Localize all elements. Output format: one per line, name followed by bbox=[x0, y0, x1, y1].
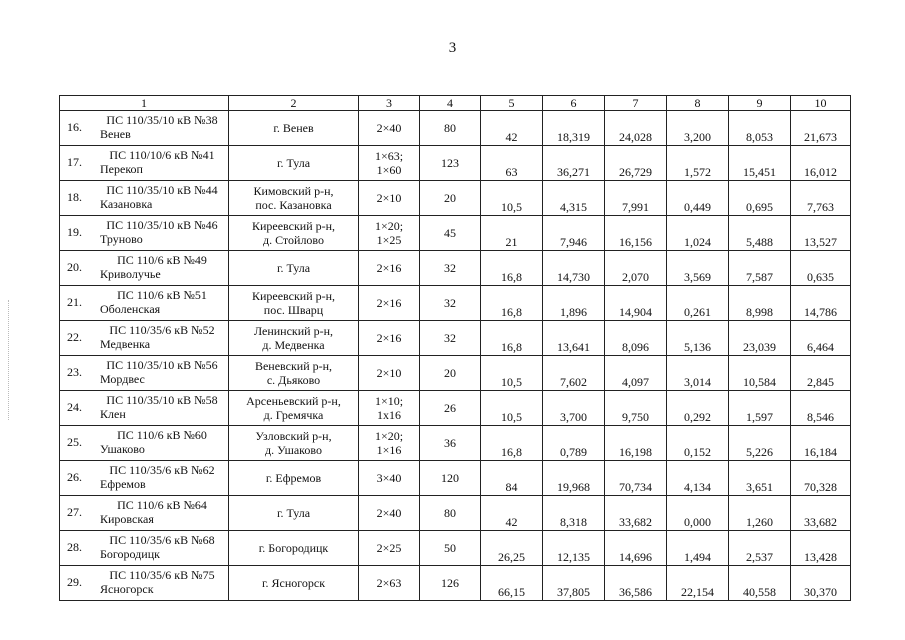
capacity-cell: 32 bbox=[420, 251, 481, 286]
transformer-cell bbox=[359, 146, 420, 181]
substation-title: Клен bbox=[100, 407, 126, 421]
transformer-cell bbox=[359, 216, 420, 251]
value-cell: 16,8 bbox=[481, 426, 543, 461]
row-number: 27. bbox=[67, 505, 82, 519]
location-line: г. Тула bbox=[276, 506, 311, 520]
value-cell: 16,8 bbox=[481, 321, 543, 356]
value-cell: 14,730 bbox=[543, 251, 605, 286]
value-cell: 18,319 bbox=[543, 111, 605, 146]
row-number: 20. bbox=[67, 260, 82, 274]
transformer-line: 1×63; bbox=[374, 149, 404, 163]
transformer-cell bbox=[359, 426, 420, 461]
table-row bbox=[60, 111, 851, 146]
value-cell: 84 bbox=[481, 461, 543, 496]
location-cell bbox=[229, 461, 359, 496]
table-row bbox=[60, 321, 851, 356]
capacity-cell: 26 bbox=[420, 391, 481, 426]
capacity-cell: 80 bbox=[420, 496, 481, 531]
substation-cell bbox=[60, 566, 229, 601]
substation-name: ПС 110/35/10 кВ №46 bbox=[106, 218, 218, 232]
value-cell: 2,537 bbox=[729, 531, 791, 566]
value-cell: 0,449 bbox=[667, 181, 729, 216]
value-cell: 13,527 bbox=[791, 216, 851, 251]
value-cell: 10,5 bbox=[481, 356, 543, 391]
row-number: 29. bbox=[67, 575, 82, 589]
value-cell: 3,700 bbox=[543, 391, 605, 426]
substation-title: Казановка bbox=[100, 197, 153, 211]
substation-cell bbox=[60, 111, 229, 146]
capacity-cell: 32 bbox=[420, 286, 481, 321]
value-cell: 1,896 bbox=[543, 286, 605, 321]
substation-cell bbox=[60, 426, 229, 461]
substation-name: ПС 110/6 кВ №60 bbox=[117, 428, 207, 442]
location-cell bbox=[229, 566, 359, 601]
location-line: д. Стойлово bbox=[262, 233, 325, 247]
capacity-cell: 20 bbox=[420, 356, 481, 391]
transformer-cell bbox=[359, 391, 420, 426]
value-cell: 3,014 bbox=[667, 356, 729, 391]
transformer-line: 1×10; bbox=[374, 394, 404, 408]
location-cell bbox=[229, 321, 359, 356]
substation-name: ПС 110/35/6 кВ №75 bbox=[109, 568, 215, 582]
value-cell: 42 bbox=[481, 496, 543, 531]
location-line: д. Ушаково bbox=[265, 443, 322, 457]
value-cell: 0,000 bbox=[667, 496, 729, 531]
substation-cell bbox=[60, 146, 229, 181]
substation-name: ПС 110/6 кВ №49 bbox=[117, 253, 207, 267]
table-row bbox=[60, 426, 851, 461]
value-cell: 21,673 bbox=[791, 111, 851, 146]
capacity-cell: 20 bbox=[420, 181, 481, 216]
substation-name: ПС 110/35/6 кВ №68 bbox=[109, 533, 215, 547]
value-cell: 1,572 bbox=[667, 146, 729, 181]
table-row bbox=[60, 391, 851, 426]
value-cell: 22,154 bbox=[667, 566, 729, 601]
value-cell: 63 bbox=[481, 146, 543, 181]
value-cell: 7,587 bbox=[729, 251, 791, 286]
substation-title: Кировская bbox=[100, 512, 154, 526]
page-number: 3 bbox=[448, 40, 457, 56]
row-number: 28. bbox=[67, 540, 82, 554]
substation-cell bbox=[60, 321, 229, 356]
value-cell: 8,318 bbox=[543, 496, 605, 531]
row-number: 26. bbox=[67, 470, 82, 484]
value-cell: 1,597 bbox=[729, 391, 791, 426]
value-cell: 6,464 bbox=[791, 321, 851, 356]
row-number: 25. bbox=[67, 435, 82, 449]
transformer-cell bbox=[359, 461, 420, 496]
transformer-cell bbox=[359, 566, 420, 601]
substation-name: ПС 110/35/10 кВ №58 bbox=[106, 393, 218, 407]
value-cell: 16,8 bbox=[481, 251, 543, 286]
transformer-cell bbox=[359, 496, 420, 531]
value-cell: 14,786 bbox=[791, 286, 851, 321]
header-cell: 6 bbox=[543, 96, 605, 111]
value-cell: 16,198 bbox=[605, 426, 667, 461]
table-row bbox=[60, 146, 851, 181]
value-cell: 16,184 bbox=[791, 426, 851, 461]
table-row bbox=[60, 496, 851, 531]
value-cell: 8,998 bbox=[729, 286, 791, 321]
substation-cell bbox=[60, 461, 229, 496]
value-cell: 10,5 bbox=[481, 391, 543, 426]
table-row bbox=[60, 216, 851, 251]
value-cell: 0,635 bbox=[791, 251, 851, 286]
value-cell: 5,488 bbox=[729, 216, 791, 251]
substation-name: ПС 110/6 кВ №64 bbox=[117, 498, 207, 512]
row-number: 16. bbox=[67, 120, 82, 134]
value-cell: 26,729 bbox=[605, 146, 667, 181]
location-cell bbox=[229, 286, 359, 321]
value-cell: 10,5 bbox=[481, 181, 543, 216]
transformer-line: 2×16 bbox=[376, 331, 402, 345]
value-cell: 16,012 bbox=[791, 146, 851, 181]
transformer-line: 2×10 bbox=[376, 191, 402, 205]
value-cell: 4,097 bbox=[605, 356, 667, 391]
transformer-line: 1x16 bbox=[377, 408, 401, 422]
value-cell: 14,904 bbox=[605, 286, 667, 321]
substation-title: Ушаково bbox=[100, 442, 145, 456]
transformer-cell bbox=[359, 531, 420, 566]
substation-cell bbox=[60, 391, 229, 426]
header-row bbox=[60, 96, 851, 111]
value-cell: 14,696 bbox=[605, 531, 667, 566]
value-cell: 42 bbox=[481, 111, 543, 146]
value-cell: 13,641 bbox=[543, 321, 605, 356]
substation-name: ПС 110/10/6 кВ №41 bbox=[109, 148, 215, 162]
value-cell: 24,028 bbox=[605, 111, 667, 146]
location-cell bbox=[229, 496, 359, 531]
location-line: г. Тула bbox=[276, 156, 311, 170]
location-line: д. Медвенка bbox=[262, 338, 325, 352]
header-cell: 8 bbox=[667, 96, 729, 111]
value-cell: 23,039 bbox=[729, 321, 791, 356]
value-cell: 7,991 bbox=[605, 181, 667, 216]
location-line: Киреевский р-н, bbox=[251, 219, 336, 233]
value-cell: 70,328 bbox=[791, 461, 851, 496]
value-cell: 0,261 bbox=[667, 286, 729, 321]
substation-title: Оболенская bbox=[100, 302, 161, 316]
substation-cell bbox=[60, 181, 229, 216]
value-cell: 8,096 bbox=[605, 321, 667, 356]
substation-cell bbox=[60, 496, 229, 531]
value-cell: 2,845 bbox=[791, 356, 851, 391]
substation-title: Перекоп bbox=[100, 162, 143, 176]
value-cell: 4,134 bbox=[667, 461, 729, 496]
location-cell bbox=[229, 181, 359, 216]
value-cell: 36,271 bbox=[543, 146, 605, 181]
row-number: 21. bbox=[67, 295, 82, 309]
location-line: пос. Казановка bbox=[255, 198, 332, 212]
capacity-cell: 36 bbox=[420, 426, 481, 461]
transformer-line: 1×60 bbox=[376, 163, 402, 177]
location-line: г. Ефремов bbox=[265, 471, 322, 485]
location-line: г. Богородицк bbox=[258, 541, 329, 555]
table-row bbox=[60, 251, 851, 286]
row-number: 23. bbox=[67, 365, 82, 379]
location-line: Веневский р-н, bbox=[254, 359, 333, 373]
location-cell bbox=[229, 146, 359, 181]
value-cell: 12,135 bbox=[543, 531, 605, 566]
value-cell: 8,546 bbox=[791, 391, 851, 426]
header-cell: 10 bbox=[791, 96, 851, 111]
substation-name: ПС 110/35/10 кВ №44 bbox=[106, 183, 218, 197]
transformer-line: 2×40 bbox=[376, 121, 402, 135]
value-cell: 0,789 bbox=[543, 426, 605, 461]
transformer-line: 1×16 bbox=[376, 443, 402, 457]
substation-title: Ясногорск bbox=[100, 582, 154, 596]
value-cell: 26,25 bbox=[481, 531, 543, 566]
value-cell: 9,750 bbox=[605, 391, 667, 426]
transformer-line: 2×63 bbox=[376, 576, 402, 590]
transformer-line: 3×40 bbox=[376, 471, 402, 485]
value-cell: 0,152 bbox=[667, 426, 729, 461]
header-cell: 4 bbox=[420, 96, 481, 111]
table-body bbox=[60, 96, 851, 601]
substation-title: Криволучье bbox=[100, 267, 161, 281]
location-cell bbox=[229, 251, 359, 286]
table-row bbox=[60, 356, 851, 391]
value-cell: 2,070 bbox=[605, 251, 667, 286]
value-cell: 4,315 bbox=[543, 181, 605, 216]
transformer-line: 2×25 bbox=[376, 541, 402, 555]
value-cell: 21 bbox=[481, 216, 543, 251]
table-row bbox=[60, 566, 851, 601]
value-cell: 40,558 bbox=[729, 566, 791, 601]
value-cell: 7,602 bbox=[543, 356, 605, 391]
substation-title: Труново bbox=[100, 232, 143, 246]
header-cell: 2 bbox=[229, 96, 359, 111]
location-cell bbox=[229, 391, 359, 426]
value-cell: 30,370 bbox=[791, 566, 851, 601]
value-cell: 19,968 bbox=[543, 461, 605, 496]
value-cell: 3,569 bbox=[667, 251, 729, 286]
capacity-cell: 126 bbox=[420, 566, 481, 601]
transformer-line: 2×16 bbox=[376, 296, 402, 310]
transformer-cell bbox=[359, 251, 420, 286]
value-cell: 7,763 bbox=[791, 181, 851, 216]
margin-dots bbox=[8, 300, 11, 420]
substation-cell bbox=[60, 286, 229, 321]
location-line: пос. Шварц bbox=[263, 303, 324, 317]
substation-title: Венев bbox=[100, 127, 131, 141]
capacity-cell: 80 bbox=[420, 111, 481, 146]
header-cell: 5 bbox=[481, 96, 543, 111]
row-number: 24. bbox=[67, 400, 82, 414]
substation-name: ПС 110/35/6 кВ №52 bbox=[109, 323, 215, 337]
value-cell: 70,734 bbox=[605, 461, 667, 496]
header-cell: 3 bbox=[359, 96, 420, 111]
location-line: Арсеньевский р-н, bbox=[246, 394, 341, 408]
value-cell: 7,946 bbox=[543, 216, 605, 251]
capacity-cell: 120 bbox=[420, 461, 481, 496]
location-cell bbox=[229, 426, 359, 461]
transformer-line: 2×40 bbox=[376, 506, 402, 520]
value-cell: 13,428 bbox=[791, 531, 851, 566]
value-cell: 15,451 bbox=[729, 146, 791, 181]
table-row bbox=[60, 286, 851, 321]
transformer-line: 1×25 bbox=[376, 233, 402, 247]
value-cell: 1,494 bbox=[667, 531, 729, 566]
location-line: Узловский р-н, bbox=[255, 429, 332, 443]
header-cell: 9 bbox=[729, 96, 791, 111]
capacity-cell: 45 bbox=[420, 216, 481, 251]
value-cell: 36,586 bbox=[605, 566, 667, 601]
substation-name: ПС 110/35/6 кВ №62 bbox=[109, 463, 215, 477]
value-cell: 10,584 bbox=[729, 356, 791, 391]
transformer-line: 1×20; bbox=[374, 429, 404, 443]
substation-title: Богородицк bbox=[100, 547, 160, 561]
value-cell: 0,695 bbox=[729, 181, 791, 216]
row-number: 19. bbox=[67, 225, 82, 239]
table-row bbox=[60, 461, 851, 496]
transformer-line: 1×20; bbox=[374, 219, 404, 233]
location-cell bbox=[229, 111, 359, 146]
value-cell: 37,805 bbox=[543, 566, 605, 601]
value-cell: 16,156 bbox=[605, 216, 667, 251]
row-number: 22. bbox=[67, 330, 82, 344]
location-line: г. Ясногорск bbox=[261, 576, 326, 590]
substation-title: Ефремов bbox=[100, 477, 146, 491]
capacity-cell: 32 bbox=[420, 321, 481, 356]
value-cell: 3,200 bbox=[667, 111, 729, 146]
transformer-cell bbox=[359, 286, 420, 321]
value-cell: 33,682 bbox=[791, 496, 851, 531]
transformer-cell bbox=[359, 356, 420, 391]
location-line: г. Тула bbox=[276, 261, 311, 275]
transformer-cell bbox=[359, 321, 420, 356]
value-cell: 5,226 bbox=[729, 426, 791, 461]
location-line: Кимовский р-н, bbox=[253, 184, 334, 198]
location-line: Ленинский р-н, bbox=[253, 324, 334, 338]
transformer-cell bbox=[359, 181, 420, 216]
table-row bbox=[60, 181, 851, 216]
value-cell: 1,024 bbox=[667, 216, 729, 251]
row-number: 17. bbox=[67, 155, 82, 169]
substation-name: ПС 110/35/10 кВ №38 bbox=[106, 113, 218, 127]
substation-cell bbox=[60, 356, 229, 391]
value-cell: 3,651 bbox=[729, 461, 791, 496]
location-line: Киреевский р-н, bbox=[251, 289, 336, 303]
substation-title: Медвенка bbox=[100, 337, 151, 351]
substation-cell bbox=[60, 251, 229, 286]
value-cell: 1,260 bbox=[729, 496, 791, 531]
transformer-line: 2×16 bbox=[376, 261, 402, 275]
location-line: д. Гремячка bbox=[263, 408, 324, 422]
substation-title: Мордвес bbox=[100, 372, 145, 386]
location-cell bbox=[229, 531, 359, 566]
table-row bbox=[60, 531, 851, 566]
capacity-cell: 50 bbox=[420, 531, 481, 566]
location-cell bbox=[229, 356, 359, 391]
value-cell: 66,15 bbox=[481, 566, 543, 601]
value-cell: 0,292 bbox=[667, 391, 729, 426]
value-cell: 33,682 bbox=[605, 496, 667, 531]
header-cell: 1 bbox=[60, 96, 229, 111]
substation-cell bbox=[60, 531, 229, 566]
row-number: 18. bbox=[67, 190, 82, 204]
value-cell: 8,053 bbox=[729, 111, 791, 146]
value-cell: 16,8 bbox=[481, 286, 543, 321]
value-cell: 5,136 bbox=[667, 321, 729, 356]
transformer-cell bbox=[359, 111, 420, 146]
location-cell bbox=[229, 216, 359, 251]
transformer-line: 2×10 bbox=[376, 366, 402, 380]
substation-cell bbox=[60, 216, 229, 251]
substation-name: ПС 110/6 кВ №51 bbox=[117, 288, 207, 302]
substation-table bbox=[59, 95, 851, 601]
substation-name: ПС 110/35/10 кВ №56 bbox=[106, 358, 218, 372]
capacity-cell: 123 bbox=[420, 146, 481, 181]
header-cell: 7 bbox=[605, 96, 667, 111]
location-line: с. Дьяково bbox=[266, 373, 321, 387]
location-line: г. Венев bbox=[273, 121, 314, 135]
